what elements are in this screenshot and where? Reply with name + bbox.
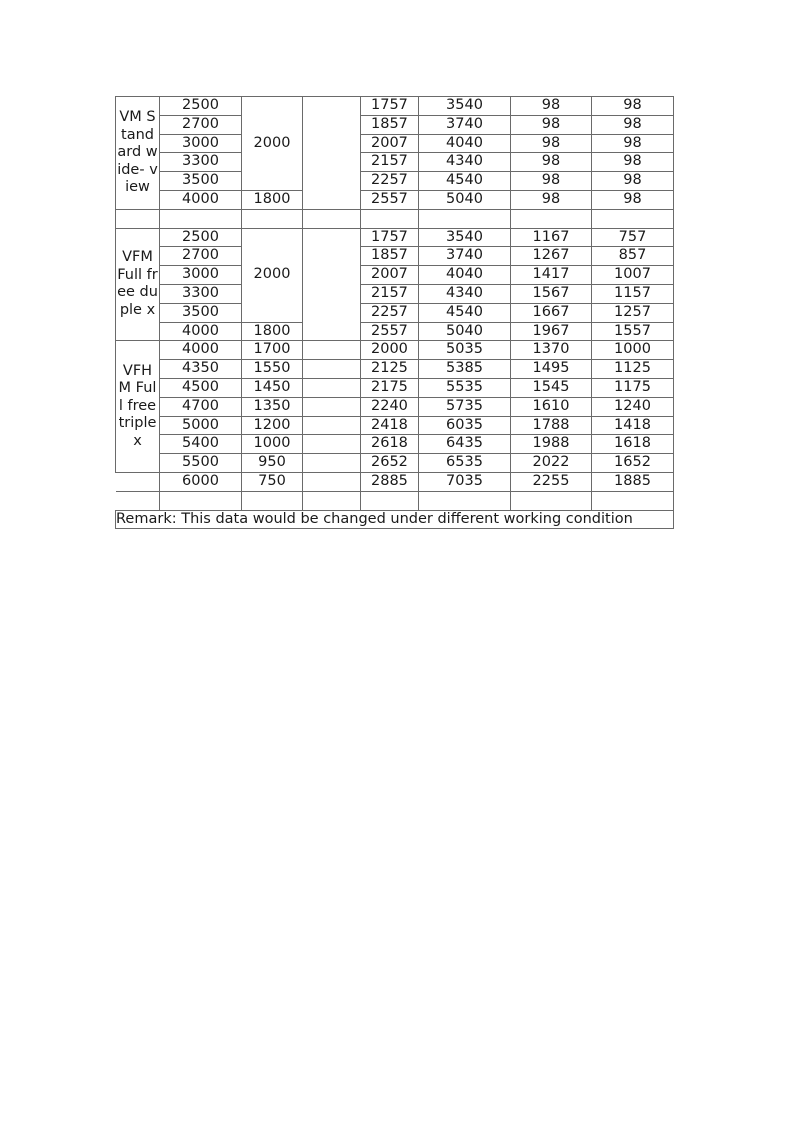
cell-dim-c: 1967 bbox=[511, 322, 592, 341]
cell-dim-a: 2618 bbox=[361, 435, 419, 454]
empty-cell bbox=[116, 209, 160, 228]
cell-length: 4000 bbox=[160, 322, 242, 341]
cell-dim-a: 1857 bbox=[361, 247, 419, 266]
cell-dim-d: 757 bbox=[592, 228, 674, 247]
cell-dim-a: 2240 bbox=[361, 397, 419, 416]
cell-length: 5500 bbox=[160, 454, 242, 473]
cell-dim-a: 2157 bbox=[361, 284, 419, 303]
cell-dim-b: 3540 bbox=[419, 97, 511, 116]
cell-width: 1800 bbox=[242, 190, 303, 209]
cell-dim-b: 4540 bbox=[419, 172, 511, 191]
cell-dim-a: 2257 bbox=[361, 303, 419, 322]
empty-cell bbox=[303, 209, 361, 228]
cell-blank bbox=[303, 397, 361, 416]
cell-dim-b: 5735 bbox=[419, 397, 511, 416]
cell-dim-d: 1007 bbox=[592, 266, 674, 285]
cell-dim-a: 1757 bbox=[361, 97, 419, 116]
cell-dim-d: 98 bbox=[592, 153, 674, 172]
cell-dim-d: 1175 bbox=[592, 378, 674, 397]
group-label: VFHM Full free triple x bbox=[116, 341, 160, 473]
table-row bbox=[116, 153, 674, 172]
cell-dim-d: 1885 bbox=[592, 472, 674, 491]
remark: Remark: This data would be changed under different working condition bbox=[116, 510, 674, 529]
cell-length: 4500 bbox=[160, 378, 242, 397]
empty-cell bbox=[419, 209, 511, 228]
cell-dim-d: 1125 bbox=[592, 360, 674, 379]
cell-width: 750 bbox=[242, 472, 303, 491]
cell-length: 4700 bbox=[160, 397, 242, 416]
empty-cell bbox=[361, 209, 419, 228]
cell-length: 2700 bbox=[160, 247, 242, 266]
cell-dim-c: 98 bbox=[511, 134, 592, 153]
cell-dim-b: 6535 bbox=[419, 454, 511, 473]
cell-dim-c: 2022 bbox=[511, 454, 592, 473]
cell-dim-a: 2000 bbox=[361, 341, 419, 360]
table-row bbox=[116, 472, 674, 491]
cell-dim-b: 6035 bbox=[419, 416, 511, 435]
cell-dim-d: 1257 bbox=[592, 303, 674, 322]
cell-dim-d: 98 bbox=[592, 190, 674, 209]
empty-cell bbox=[160, 209, 242, 228]
cell-width: 1200 bbox=[242, 416, 303, 435]
cell-length: 5400 bbox=[160, 435, 242, 454]
table-row bbox=[116, 397, 674, 416]
cell-dim-d: 98 bbox=[592, 134, 674, 153]
cell-dim-d: 1557 bbox=[592, 322, 674, 341]
cell-blank bbox=[303, 454, 361, 473]
cell-dim-c: 1167 bbox=[511, 228, 592, 247]
cell-width: 1350 bbox=[242, 397, 303, 416]
cell-dim-d: 1652 bbox=[592, 454, 674, 473]
cell-dim-b: 5040 bbox=[419, 190, 511, 209]
cell-dim-c: 1495 bbox=[511, 360, 592, 379]
table-row bbox=[116, 322, 674, 341]
cell-dim-b: 3540 bbox=[419, 228, 511, 247]
cell-dim-d: 98 bbox=[592, 115, 674, 134]
cell-dim-c: 98 bbox=[511, 153, 592, 172]
cell-dim-b: 4040 bbox=[419, 134, 511, 153]
group-label: VFM Full free duple x bbox=[116, 228, 160, 341]
cell-length: 3000 bbox=[160, 134, 242, 153]
cell-dim-c: 1417 bbox=[511, 266, 592, 285]
cell-blank bbox=[303, 97, 361, 210]
cell-dim-b: 5535 bbox=[419, 378, 511, 397]
cell-dim-c: 98 bbox=[511, 97, 592, 116]
cell-length: 4000 bbox=[160, 190, 242, 209]
cell-length: 2500 bbox=[160, 97, 242, 116]
cell-length: 2700 bbox=[160, 115, 242, 134]
empty-cell bbox=[419, 491, 511, 510]
data-table bbox=[115, 96, 674, 529]
cell-dim-a: 1757 bbox=[361, 228, 419, 247]
cell-dim-d: 1157 bbox=[592, 284, 674, 303]
cell-width: 1450 bbox=[242, 378, 303, 397]
spacer-row bbox=[116, 491, 674, 510]
cell-dim-a: 2007 bbox=[361, 266, 419, 285]
cell-dim-d: 98 bbox=[592, 172, 674, 191]
table-row bbox=[116, 360, 674, 379]
empty-cell bbox=[511, 209, 592, 228]
cell-length: 2500 bbox=[160, 228, 242, 247]
cell-dim-d: 98 bbox=[592, 97, 674, 116]
cell-dim-c: 1370 bbox=[511, 341, 592, 360]
cell-dim-d: 1618 bbox=[592, 435, 674, 454]
cell-blank bbox=[303, 435, 361, 454]
cell-dim-a: 2007 bbox=[361, 134, 419, 153]
cell-dim-c: 1610 bbox=[511, 397, 592, 416]
cell-dim-a: 2885 bbox=[361, 472, 419, 491]
table-row bbox=[116, 341, 674, 360]
cell-dim-c: 1788 bbox=[511, 416, 592, 435]
cell-blank bbox=[303, 472, 361, 491]
empty-cell bbox=[592, 209, 674, 228]
cell-dim-d: 857 bbox=[592, 247, 674, 266]
cell-length: 3300 bbox=[160, 153, 242, 172]
table-row bbox=[116, 454, 674, 473]
empty-cell bbox=[160, 491, 242, 510]
cell-dim-a: 2557 bbox=[361, 190, 419, 209]
cell-dim-b: 3740 bbox=[419, 247, 511, 266]
empty-cell bbox=[361, 491, 419, 510]
cell-dim-b: 4540 bbox=[419, 303, 511, 322]
cell-dim-a: 2652 bbox=[361, 454, 419, 473]
cell-blank bbox=[303, 378, 361, 397]
empty-cell bbox=[116, 472, 160, 491]
cell-dim-a: 1857 bbox=[361, 115, 419, 134]
table-row bbox=[116, 134, 674, 153]
table-row bbox=[116, 228, 674, 247]
cell-width: 1700 bbox=[242, 341, 303, 360]
cell-dim-a: 2157 bbox=[361, 153, 419, 172]
empty-cell bbox=[116, 491, 160, 510]
cell-dim-c: 1545 bbox=[511, 378, 592, 397]
table-row bbox=[116, 303, 674, 322]
cell-dim-c: 1667 bbox=[511, 303, 592, 322]
table-row bbox=[116, 172, 674, 191]
cell-dim-a: 2418 bbox=[361, 416, 419, 435]
cell-dim-d: 1000 bbox=[592, 341, 674, 360]
cell-dim-a: 2175 bbox=[361, 378, 419, 397]
table-row bbox=[116, 378, 674, 397]
empty-cell bbox=[242, 209, 303, 228]
table-row bbox=[116, 247, 674, 266]
table-row bbox=[116, 97, 674, 116]
cell-blank bbox=[303, 360, 361, 379]
cell-dim-b: 6435 bbox=[419, 435, 511, 454]
cell-dim-c: 1567 bbox=[511, 284, 592, 303]
empty-cell bbox=[242, 491, 303, 510]
cell-dim-b: 4340 bbox=[419, 284, 511, 303]
table-row bbox=[116, 190, 674, 209]
cell-width: 2000 bbox=[242, 228, 303, 322]
table-row bbox=[116, 435, 674, 454]
cell-dim-a: 2557 bbox=[361, 322, 419, 341]
remark-row bbox=[116, 510, 674, 529]
cell-length: 6000 bbox=[160, 472, 242, 491]
cell-length: 5000 bbox=[160, 416, 242, 435]
table-row bbox=[116, 115, 674, 134]
spacer-row bbox=[116, 209, 674, 228]
cell-length: 3500 bbox=[160, 172, 242, 191]
table-row bbox=[116, 266, 674, 285]
cell-width: 1800 bbox=[242, 322, 303, 341]
cell-dim-a: 2125 bbox=[361, 360, 419, 379]
empty-cell bbox=[592, 491, 674, 510]
cell-blank bbox=[303, 228, 361, 341]
cell-length: 3500 bbox=[160, 303, 242, 322]
cell-width: 1550 bbox=[242, 360, 303, 379]
cell-dim-c: 98 bbox=[511, 115, 592, 134]
cell-dim-b: 5040 bbox=[419, 322, 511, 341]
empty-cell bbox=[511, 491, 592, 510]
cell-dim-b: 5035 bbox=[419, 341, 511, 360]
group-label: VM Stand ard wide- view bbox=[116, 97, 160, 210]
cell-length: 3000 bbox=[160, 266, 242, 285]
cell-length: 4350 bbox=[160, 360, 242, 379]
cell-blank bbox=[303, 341, 361, 360]
cell-dim-c: 2255 bbox=[511, 472, 592, 491]
cell-dim-a: 2257 bbox=[361, 172, 419, 191]
cell-dim-c: 1988 bbox=[511, 435, 592, 454]
table-row bbox=[116, 284, 674, 303]
cell-blank bbox=[303, 416, 361, 435]
cell-width: 2000 bbox=[242, 97, 303, 191]
cell-dim-b: 5385 bbox=[419, 360, 511, 379]
cell-dim-c: 98 bbox=[511, 172, 592, 191]
cell-dim-d: 1418 bbox=[592, 416, 674, 435]
cell-length: 3300 bbox=[160, 284, 242, 303]
table-body bbox=[116, 97, 674, 529]
table-row bbox=[116, 416, 674, 435]
cell-length: 4000 bbox=[160, 341, 242, 360]
cell-dim-b: 4340 bbox=[419, 153, 511, 172]
cell-dim-c: 98 bbox=[511, 190, 592, 209]
cell-dim-b: 7035 bbox=[419, 472, 511, 491]
cell-dim-b: 4040 bbox=[419, 266, 511, 285]
cell-dim-b: 3740 bbox=[419, 115, 511, 134]
empty-cell bbox=[303, 491, 361, 510]
cell-dim-c: 1267 bbox=[511, 247, 592, 266]
cell-width: 1000 bbox=[242, 435, 303, 454]
cell-width: 950 bbox=[242, 454, 303, 473]
cell-dim-d: 1240 bbox=[592, 397, 674, 416]
